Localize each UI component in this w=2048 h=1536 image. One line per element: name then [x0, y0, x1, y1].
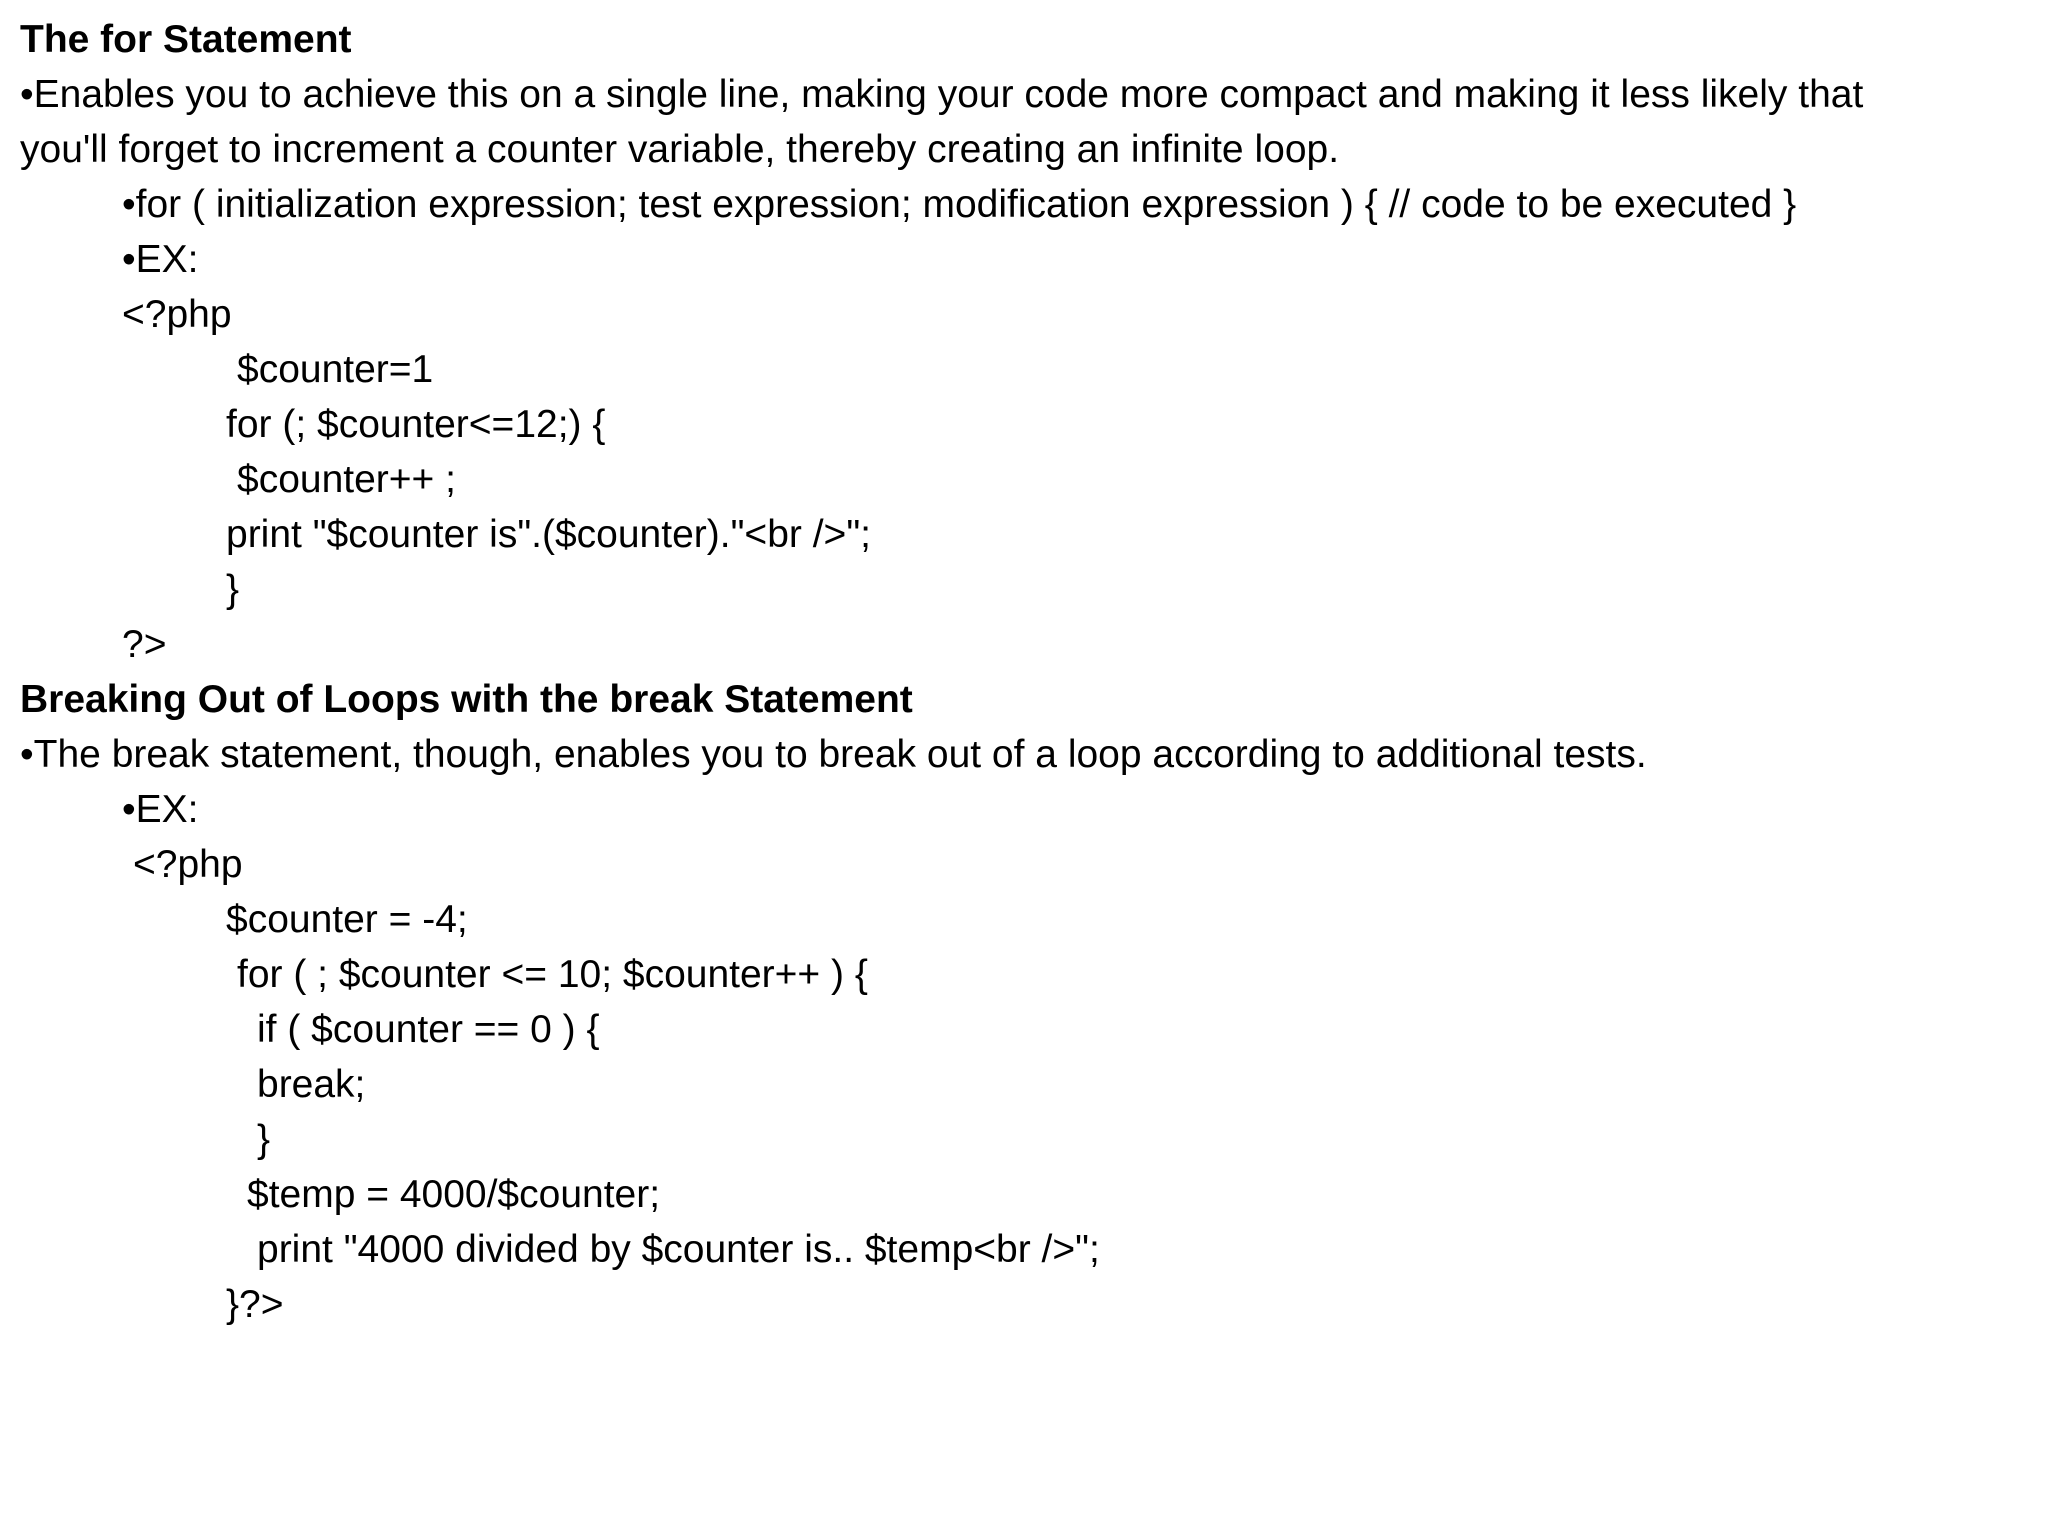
- bullet-text-line-1: •Enables you to achieve this on a single line, making your code more compact and making it less likely that: [20, 73, 1864, 116]
- code-line: ?>: [122, 623, 167, 666]
- code-line: print "$counter is".($counter)."<br />";: [226, 513, 872, 556]
- code-line: <?php: [133, 843, 243, 886]
- code-line: $counter++ ;: [237, 458, 456, 501]
- code-line: break;: [257, 1063, 366, 1106]
- section-heading-break-statement: Breaking Out of Loops with the break Statement: [20, 678, 913, 721]
- code-line: }: [257, 1118, 271, 1161]
- code-line: if ( $counter == 0 ) {: [257, 1008, 600, 1051]
- code-line: $counter=1: [237, 348, 434, 391]
- code-line: for ( ; $counter <= 10; $counter++ ) {: [237, 953, 868, 996]
- code-line: <?php: [122, 293, 232, 336]
- code-line: for (; $counter<=12;) {: [226, 403, 606, 446]
- bullet-text-line-2: you'll forget to increment a counter variable, thereby creating an infinite loop.: [20, 128, 1340, 171]
- code-line: }: [226, 568, 240, 611]
- bullet-text: •The break statement, though, enables you to break out of a loop according to additional tests.: [20, 733, 1647, 776]
- code-line: print "4000 divided by $counter is.. $temp<br />";: [257, 1228, 1100, 1271]
- for-syntax-bullet: •for ( initialization expression; test expression; modification expression ) { // code to be executed }: [122, 183, 1797, 226]
- code-line: $temp = 4000/$counter;: [247, 1173, 661, 1216]
- example-label: •EX:: [122, 788, 199, 831]
- section-heading-for-statement: The for Statement: [20, 18, 352, 61]
- code-line: }?>: [226, 1283, 284, 1326]
- example-label: •EX:: [122, 238, 199, 281]
- code-line: $counter = -4;: [226, 898, 468, 941]
